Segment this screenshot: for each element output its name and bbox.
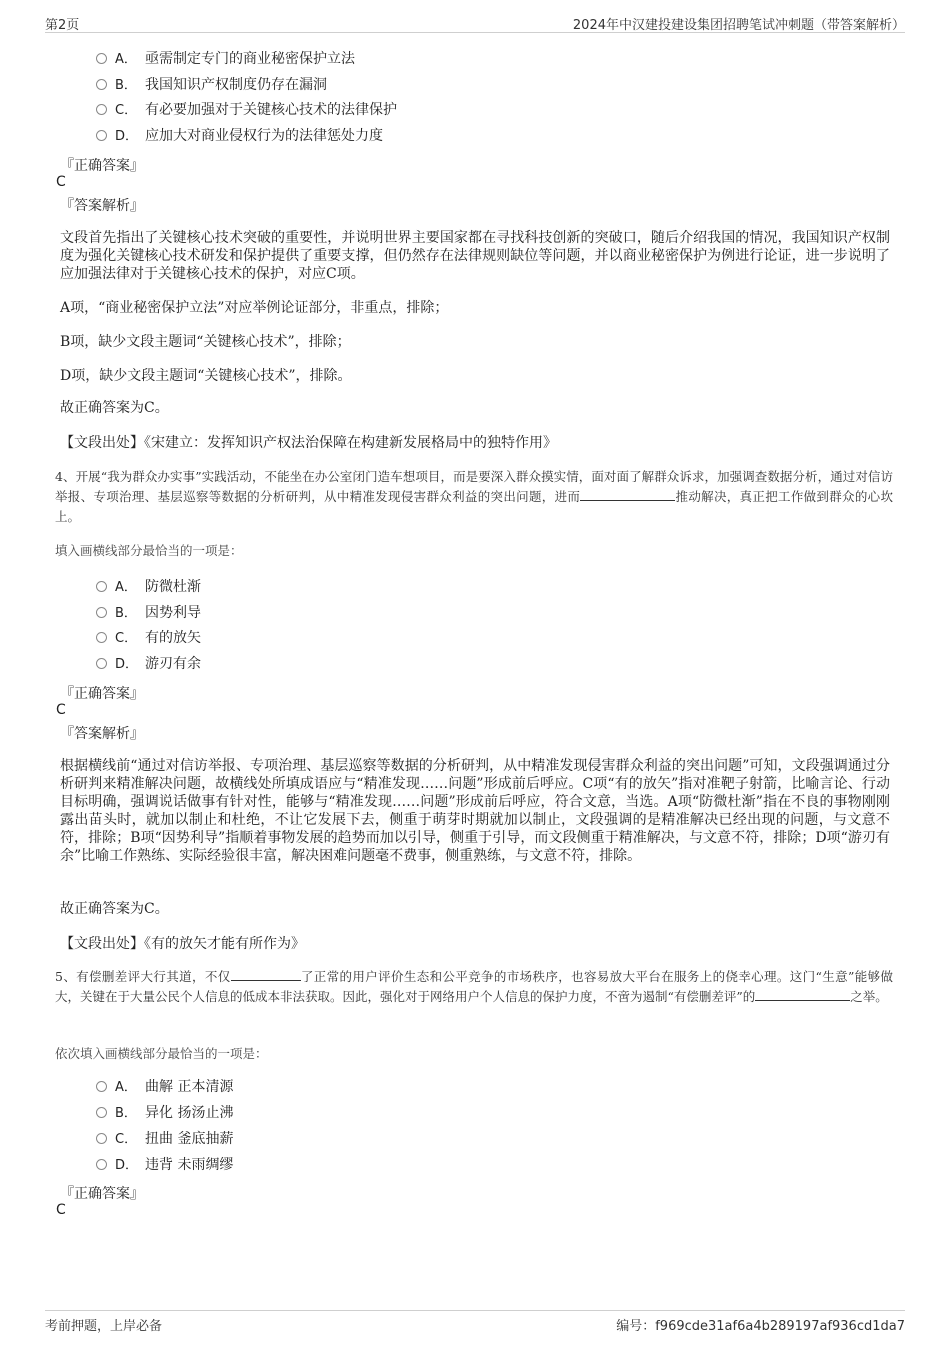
q3-conclusion: 故正确答案为C。	[60, 400, 169, 416]
q3-option-c[interactable]: C． 有必要加强对于关键核心技术的法律保护	[96, 100, 397, 120]
q5-answer: C	[56, 1202, 66, 1218]
q3-analysis-b: B项，缺少文段主题词“关键核心技术”，排除；	[60, 334, 351, 350]
q5-option-b[interactable]: B． 异化 扬汤止沸	[96, 1103, 233, 1123]
radio-icon[interactable]	[96, 581, 107, 592]
radio-icon[interactable]	[96, 1159, 107, 1170]
q5-answer-label: 『正确答案』	[60, 1186, 144, 1202]
document-id: 编号：f969cde31af6a4b289197af936cd1da7	[616, 1319, 905, 1334]
radio-icon[interactable]	[96, 104, 107, 115]
q3-analysis-main: 文段首先指出了关键核心技术突破的重要性，并说明世界主要国家都在寻找科技创新的突破口，随后介绍我国的情况，我国知识产权制度为强化关键核心技术研发和保护提供了重要支撑，但仍然存在法律规则缺位等问题，并以商业秘密保护为例进行论证，进一步说明了应加强法律对于关键核心技术的保护，对应C项。	[60, 230, 890, 282]
q4-conclusion: 故正确答案为C。	[60, 901, 169, 917]
q3-option-d[interactable]: D． 应加大对商业侵权行为的法律惩处力度	[96, 126, 383, 146]
q4-stem: 4、开展“我为群众办实事”实践活动，不能坐在办公室闭门造车想项目，而是要深入群众摸实情，面对面了解群众诉求，加强调查数据分析，通过对信访举报、专项治理、基层巡察等数据的分析研判，从中精准发现侵害群众利益的突出问题，进而 推动解决，真正把工作做到群众的心坎上。	[55, 469, 893, 524]
page-footer	[45, 1310, 905, 1335]
q4-answer-label: 『正确答案』	[60, 686, 144, 702]
radio-icon[interactable]	[96, 130, 107, 141]
q4-source: 【文段出处】《有的放矢才能有所作为》	[60, 936, 305, 952]
radio-icon[interactable]	[96, 1133, 107, 1144]
q5-stem: 5、有偿删差评大行其道，不仅 了正常的用户评价生态和公平竞争的市场秩序，也容易放大平台在服务上的侥幸心理。这门“生意”能够做大，关键在于大量公民个人信息的低成本非法获取。因此，强化对于网络用户个人信息的保护力度，不啻为遏制“有偿删差评”的 之举。	[55, 969, 893, 1004]
q4-option-a[interactable]: A． 防微杜渐	[96, 577, 201, 597]
q3-option-a[interactable]: A． 亟需制定专门的商业秘密保护立法	[96, 49, 355, 69]
radio-icon[interactable]	[96, 53, 107, 64]
q3-answer-label: 『正确答案』	[60, 158, 144, 174]
answer-blank-1	[231, 967, 301, 981]
answer-blank-2	[755, 987, 850, 1001]
q3-analysis-label: 『答案解析』	[60, 198, 144, 214]
q3-source: 【文段出处】《宋建立：发挥知识产权法治保障在构建新发展格局中的独特作用》	[60, 435, 557, 451]
document-title: 2024年中汉建投建设集团招聘笔试冲刺题（带答案解析）	[572, 18, 905, 33]
q4-answer: C	[56, 702, 66, 718]
q5-instruction: 依次填入画横线部分最恰当的一项是：	[55, 1046, 268, 1061]
q5-option-d[interactable]: D． 违背 未雨绸缪	[96, 1155, 233, 1175]
answer-blank	[580, 487, 675, 501]
q4-option-b[interactable]: B． 因势利导	[96, 603, 201, 623]
page-number: 第2页	[45, 18, 80, 33]
q4-instruction: 填入画横线部分最恰当的一项是：	[55, 543, 243, 558]
radio-icon[interactable]	[96, 607, 107, 618]
radio-icon[interactable]	[96, 1081, 107, 1092]
radio-icon[interactable]	[96, 632, 107, 643]
q5-option-c[interactable]: C． 扭曲 釜底抽薪	[96, 1129, 233, 1149]
q5-option-a[interactable]: A． 曲解 正本清源	[96, 1077, 233, 1097]
q4-analysis-label: 『答案解析』	[60, 726, 144, 742]
radio-icon[interactable]	[96, 79, 107, 90]
q4-option-d[interactable]: D． 游刃有余	[96, 654, 201, 674]
q3-analysis-d: D项，缺少文段主题词“关键核心技术”，排除。	[60, 368, 352, 384]
radio-icon[interactable]	[96, 658, 107, 669]
footer-slogan: 考前押题，上岸必备	[45, 1319, 163, 1334]
q4-analysis-main: 根据横线前“通过对信访举报、专项治理、基层巡察等数据的分析研判，从中精准发现侵害群众利益的突出问题”可知，文段强调通过分析研判来精准解决问题，故横线处所填成语应与“精准发现……问题”形成前后呼应。C项“有的放矢”指对准靶子射箭，比喻言论、行动目标明确，强调说话做事有针对性，能够与“精准发现……问题”形成前后呼应，符合文意，当选。A项“防微杜渐”指在不良的事物刚刚露出苗头时，就加以制止和杜绝，不让它发展下去，侧重于萌芽时期就加以制止，文段强调的是精准解决已经出现的问题，与文意不符，排除；B项“因势利导”指顺着事物发展的趋势而加以引导，侧重于引导，而文段侧重于精准解决，与文意不符，排除；D项“游刃有余”比喻工作熟练、实际经验很丰富，解决困难问题毫不费事，侧重熟练，与文意不符，排除。	[60, 758, 890, 864]
q4-option-c[interactable]: C． 有的放矢	[96, 628, 201, 648]
radio-icon[interactable]	[96, 1107, 107, 1118]
q3-analysis-a: A项，“商业秘密保护立法”对应举例论证部分，非重点，排除；	[60, 300, 449, 316]
q3-answer: C	[56, 174, 66, 190]
page-header	[45, 12, 905, 33]
q3-option-b[interactable]: B． 我国知识产权制度仍存在漏洞	[96, 75, 327, 95]
